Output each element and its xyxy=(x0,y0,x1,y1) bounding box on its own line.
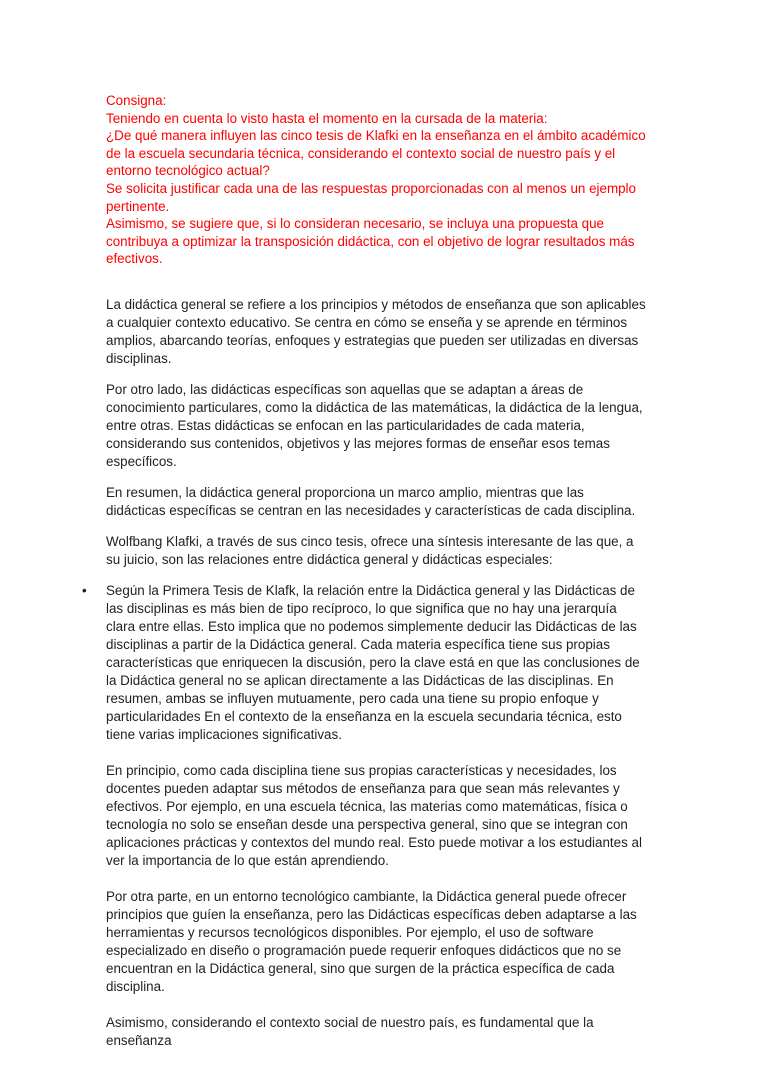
prompt-requirement: Se solicita justificar cada una de las respuestas proporcionadas con al menos un ejemplo pertinente. xyxy=(106,180,636,214)
bullet-marker: • xyxy=(82,582,87,598)
prompt-suggestion: Asimismo, se sugiere que, si lo consideran necesario, se incluya una propuesta que contribuya a optimizar la transposición didáctica, con el objetivo de lograr resultados más efectivos. xyxy=(106,216,635,267)
list-item-text: Según la Primera Tesis de Klafk, la relación entre la Didáctica general y las Didácticas de las disciplinas es más bien de tipo recíproco, lo que significa que no hay una jerarquía clara entre ellas. Esto implica que no podemos simplemente deducir las Didácticas de las disciplinas a partir de la Didáctica general. Cada materia específica tiene sus propias características que enriquecen la discusión, pero la clave está en que las conclusiones de la Didáctica general no se aplican directamente a las Didácticas de las disciplinas. En resumen, ambas se influyen mutuamente, pero cada una tiene su propio enfoque y particularidades En el contexto de la enseñanza en la escuela secundaria técnica, esto tiene varias implicaciones significativas. xyxy=(106,582,640,742)
thesis-list xyxy=(82,582,646,744)
paragraph: Por otra parte, en un entorno tecnológico cambiante, la Didáctica general puede ofrecer principios que guíen la enseñanza, pero las Didácticas específicas deben adaptarse a las herramientas y recursos tecnológicos disponibles. Por ejemplo, el uso de software especializado en diseño o programación puede requerir enfoques didácticos que no se encuentran en la Didáctica general, sino que surgen de la práctica específica de cada disciplina. xyxy=(106,888,637,994)
paragraph: Wolfbang Klafki, a través de sus cinco tesis, ofrece una síntesis interesante de las que, a su juicio, son las relaciones entre didáctica general y didácticas especiales: xyxy=(106,533,634,567)
paragraph: Por otro lado, las didácticas específicas son aquellas que se adaptan a áreas de conocimiento particulares, como la didáctica de las matemáticas, la didáctica de la lengua, entre otras. Estas didácticas se enfocan en las particularidades de cada materia, considerando sus contenidos, objetivos y las mejores formas de enseñar esos temas específicos. xyxy=(106,381,643,469)
list-item xyxy=(82,582,646,744)
assignment-prompt xyxy=(106,92,646,268)
paragraph: La didáctica general se refiere a los principios y métodos de enseñanza que son aplicables a cualquier contexto educativo. Se centra en cómo se enseña y se aprende en términos amplios, abarcando teorías, enfoques y estrategias que pueden ser utilizadas en diversas disciplinas. xyxy=(106,296,646,366)
paragraph: En principio, como cada disciplina tiene sus propias características y necesidades, los docentes pueden adaptar sus métodos de enseñanza para que sean más relevantes y efectivos. Por ejemplo, en una escuela técnica, las materias como matemáticas, física o tecnología no solo se enseñan desde una perspectiva general, sino que se integran con aplicaciones prácticas y contextos del mundo real. Esto puede motivar a los estudiantes al ver la importancia de lo que están aprendiendo. xyxy=(106,762,642,868)
prompt-line: Teniendo en cuenta lo visto hasta el momento en la cursada de la materia: xyxy=(106,110,548,126)
essay-body xyxy=(82,296,646,1050)
paragraph: En resumen, la didáctica general proporciona un marco amplio, mientras que las didácticas específicas se centran en las necesidades y características de cada disciplina. xyxy=(106,484,636,518)
prompt-question: ¿De qué manera influyen las cinco tesis de Klafki en la enseñanza en el ámbito académico de la escuela secundaria técnica, considerando el contexto social de nuestro país y el entorno tecnológico actual? xyxy=(106,128,646,179)
prompt-heading: Consigna: xyxy=(106,93,167,108)
document-page xyxy=(82,92,646,1068)
follow-up-section xyxy=(106,762,646,1050)
paragraph: Asimismo, considerando el contexto social de nuestro país, es fundamental que la enseñanza xyxy=(106,1014,594,1048)
